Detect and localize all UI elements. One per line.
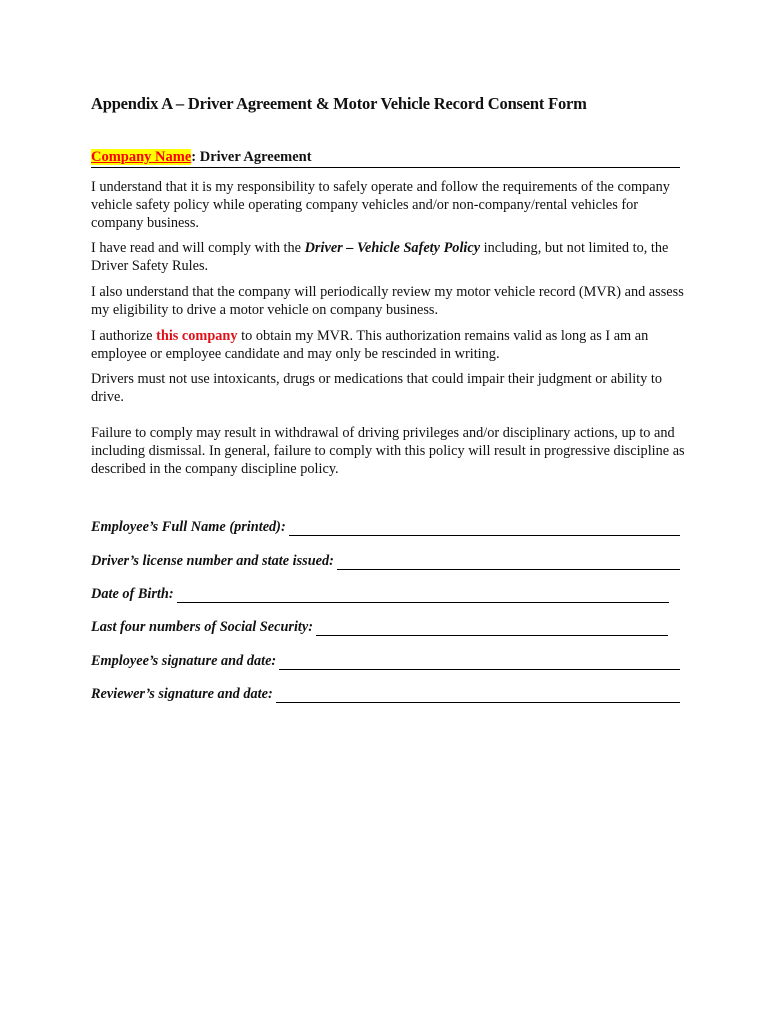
policy-text-before: I have read and will comply with the xyxy=(91,240,305,256)
employee-signature-blank[interactable] xyxy=(279,655,680,670)
reviewer-signature-label: Reviewer’s signature and date: xyxy=(91,686,273,702)
full-name-label: Employee’s Full Name (printed): xyxy=(91,519,286,535)
dob-blank[interactable] xyxy=(177,588,669,603)
ssn-label: Last four numbers of Social Security: xyxy=(91,619,314,635)
license-label: Driver’s license number and state issued: xyxy=(91,553,334,569)
document-title: Appendix A – Driver Agreement & Motor Vehicle Record Consent Form xyxy=(91,94,587,113)
dob-field[interactable] xyxy=(91,583,669,603)
paragraph-failure: Failure to comply may result in withdrawal of driving privileges and/or disciplinary actions, up to and including dismissal. In general, failure to comply with this policy will result in progressive discipline as described in the company discipline policy. xyxy=(91,425,685,477)
reviewer-signature-blank[interactable] xyxy=(276,688,680,703)
company-name-placeholder: Company Name xyxy=(91,149,192,165)
ssn-blank[interactable] xyxy=(316,621,668,636)
policy-name: Driver – Vehicle Safety Policy xyxy=(304,240,481,256)
paragraph-authorization xyxy=(91,327,686,363)
reviewer-signature-field[interactable] xyxy=(91,683,680,703)
license-blank[interactable] xyxy=(337,555,680,570)
policy-text-after: including, but not limited to, the Driver Safety Rules. xyxy=(91,240,669,274)
full-name-blank[interactable] xyxy=(289,521,680,536)
employee-signature-label: Employee’s signature and date: xyxy=(91,653,277,669)
ssn-field[interactable] xyxy=(91,616,668,636)
full-name-field[interactable] xyxy=(91,516,680,536)
heading-text: : Driver Agreement xyxy=(191,149,312,165)
paragraph-intoxicants: Drivers must not use intoxicants, drugs or medications that could impair their judgment or ability to drive. xyxy=(91,371,662,405)
employee-signature-field[interactable] xyxy=(91,650,680,670)
paragraph-policy-compliance xyxy=(91,239,686,275)
license-field[interactable] xyxy=(91,550,680,570)
company-placeholder: this company xyxy=(156,328,238,344)
authorization-text-after: to obtain my MVR. This authorization remains valid as long as I am an employee or employee candidate and may only be rescinded in writing. xyxy=(91,328,649,362)
paragraph-mvr-review: I also understand that the company will periodically review my motor vehicle record (MVR) and assess my eligibility to drive a motor vehicle on company business. xyxy=(91,284,684,318)
authorization-text-before: I authorize xyxy=(91,328,157,344)
section-heading xyxy=(91,149,680,168)
paragraph-responsibility: I understand that it is my responsibility to safely operate and follow the requirements of the company vehicle safety policy while operating company vehicles and/or non-company/rental vehicles for company business. xyxy=(91,179,670,231)
dob-label: Date of Birth: xyxy=(91,586,174,602)
